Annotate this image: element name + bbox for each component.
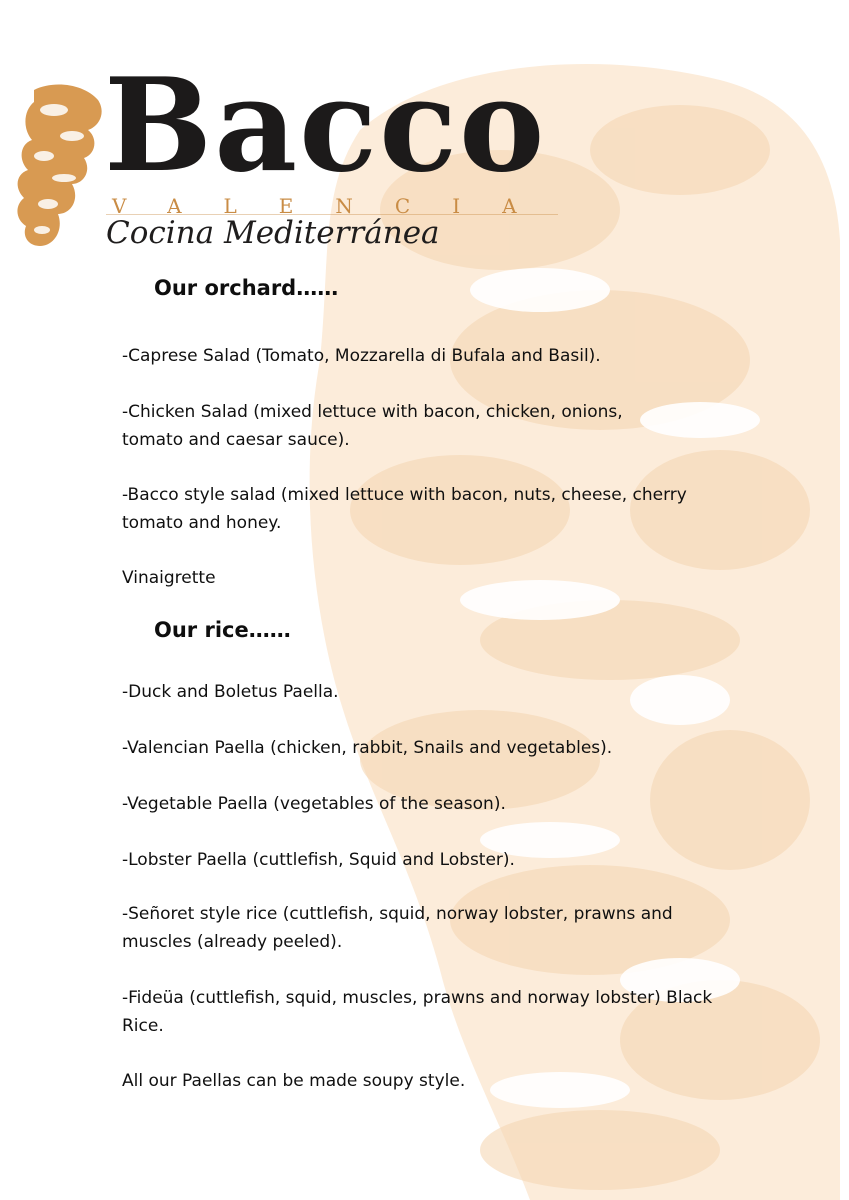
brand-city: VALENCIA [112,194,559,218]
menu-item: -Bacco style salad (mixed lettuce with bacon, nuts, cheese, cherry tomato and honey. [122,485,687,533]
bacchus-bust-logo [14,80,106,250]
brand-tagline: Cocina Mediterránea [106,215,440,251]
menu-item: -Fideüa (cuttlefish, squid, muscles, prawns and norway lobster) Black Rice. [122,988,713,1036]
menu-item: -Chicken Salad (mixed lettuce with bacon, chicken, onions, tomato and caesar sauce). [122,402,623,450]
menu-item: Vinaigrette [122,568,216,588]
menu-item: All our Paellas can be made soupy style. [122,1071,466,1091]
menu-item: -Señoret style rice (cuttlefish, squid, norway lobster, prawns and muscles (already peeled). [122,904,673,952]
brand-name: Bacco [104,51,547,201]
menu-item: -Lobster Paella (cuttlefish, Squid and Lobster). [122,850,515,870]
menu-item: -Caprese Salad (Tomato, Mozzarella di Bufala and Basil). [122,346,601,366]
menu-item: -Valencian Paella (chicken, rabbit, Snails and vegetables). [122,738,613,758]
section-title-orchard: Our orchard…… [154,276,339,300]
menu-item: -Vegetable Paella (vegetables of the season). [122,794,506,814]
menu-item: -Duck and Boletus Paella. [122,682,339,702]
section-title-rice: Our rice…… [154,618,291,642]
